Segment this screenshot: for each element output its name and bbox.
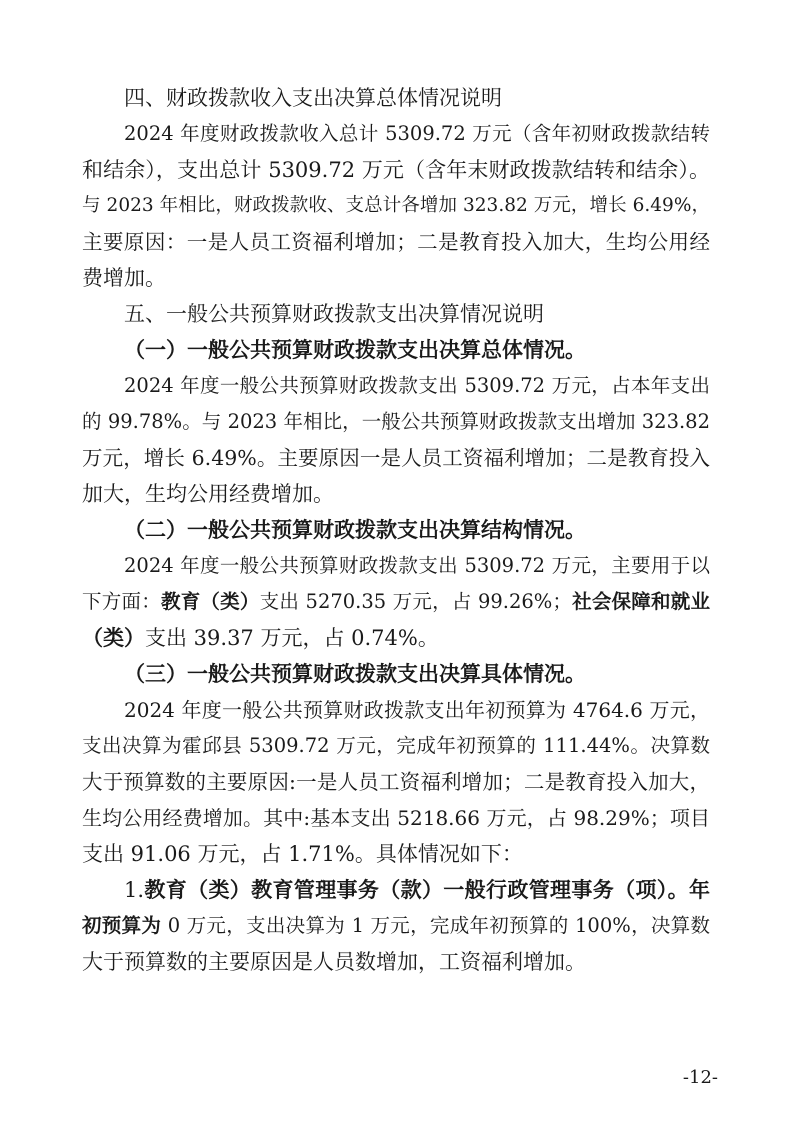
paragraph-line: 万元，增长 6.49%。主要原因一是人员工资福利增加；二是教育投入 bbox=[82, 446, 710, 470]
paragraph-line: 生均公用经费增加。其中:基本支出 5218.66 万元，占 98.29%；项目 bbox=[82, 806, 710, 830]
item-1-title-line bbox=[124, 874, 710, 906]
section-4-heading: 四、财政拨款收入支出决算总体情况说明 bbox=[124, 86, 502, 110]
category-class-label: （类） bbox=[82, 625, 145, 650]
paragraph-line-mixed bbox=[82, 586, 710, 618]
section-5-heading: 五、一般公共预算财政拨款支出决算情况说明 bbox=[124, 302, 544, 326]
subsection-2-heading: （二）一般公共预算财政拨款支出决算结构情况。 bbox=[124, 517, 586, 542]
paragraph-line: 支出 91.06 万元，占 1.71%。具体情况如下： bbox=[82, 842, 523, 866]
paragraph-line: 支出决算为霍邱县 5309.72 万元，完成年初预算的 111.44%。决算数 bbox=[82, 734, 710, 757]
item-1-title-continued: 初预算为 bbox=[82, 914, 162, 937]
paragraph-line: 2024 年度一般公共预算财政拨款支出 5309.72 万元，主要用于以 bbox=[124, 554, 710, 577]
paragraph-line-mixed bbox=[82, 622, 710, 654]
item-number: 1. bbox=[124, 878, 145, 902]
text-run: 0 万元，支出决算为 1 万元，完成年初预算的 100%，决算数 bbox=[161, 914, 710, 937]
paragraph-line: 2024 年度一般公共预算财政拨款支出 5309.72 万元，占本年支出 bbox=[124, 374, 710, 397]
paragraph-line: 2024 年度一般公共预算财政拨款支出年初预算为 4764.6 万元， bbox=[124, 698, 710, 722]
subsection-1-heading: （一）一般公共预算财政拨款支出决算总体情况。 bbox=[124, 337, 586, 362]
paragraph-line: 的 99.78%。与 2023 年相比，一般公共预算财政拨款支出增加 323.82 bbox=[82, 410, 710, 433]
subsection-3-heading: （三）一般公共预算财政拨款支出决算具体情况。 bbox=[124, 661, 586, 686]
paragraph-line-mixed bbox=[82, 910, 710, 942]
paragraph-line: 加大，生均公用经费增加。 bbox=[82, 482, 334, 506]
paragraph-line: 与 2023 年相比，财政拨款收、支总计各增加 323.82 万元，增长 6.49%， bbox=[82, 195, 710, 216]
item-1-title: 教育（类）教育管理事务（款）一般行政管理事务（项）。年 bbox=[144, 877, 710, 902]
paragraph-line: 主要原因：一是人员工资福利增加；二是教育投入加大，生均公用经 bbox=[82, 230, 710, 254]
category-social-security-label: 社会保障和就业 bbox=[571, 590, 710, 613]
text-run: 支出 39.37 万元，占 0.74%。 bbox=[145, 626, 439, 650]
page-number: -12- bbox=[682, 1067, 718, 1088]
text-run: 支出 5270.35 万元，占 99.26%； bbox=[259, 590, 572, 613]
paragraph-line: 大于预算数的主要原因是人员数增加，工资福利增加。 bbox=[82, 950, 586, 974]
paragraph-line: 费增加。 bbox=[82, 266, 166, 290]
paragraph-line: 大于预算数的主要原因:一是人员工资福利增加；二是教育投入加大， bbox=[82, 770, 710, 794]
paragraph-line: 和结余），支出总计 5309.72 万元（含年末财政拨款结转和结余）。 bbox=[82, 158, 710, 182]
paragraph-line: 2024 年度财政拨款收入总计 5309.72 万元（含年初财政拨款结转 bbox=[124, 122, 710, 145]
category-education-label: 教育（类） bbox=[160, 590, 260, 613]
text-run: 下方面： bbox=[82, 590, 161, 613]
